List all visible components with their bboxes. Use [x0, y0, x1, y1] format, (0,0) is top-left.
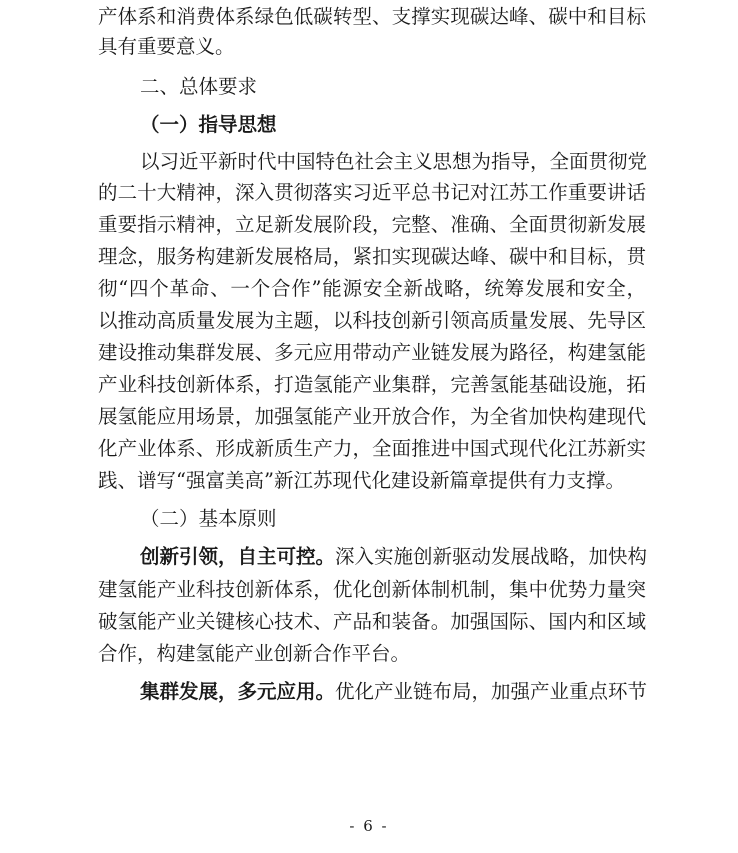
paragraph-line: 践、谱写“强富美高”新江苏现代化建设新篇章提供有力支撑。 [98, 469, 625, 492]
paragraph-line: 产体系和消费体系绿色低碳转型、支撑实现碳达峰、碳中和目标 [98, 5, 646, 28]
paragraph-lead: 集群发展，多元应用。 [140, 680, 336, 703]
subsection-heading: （一）指导思想 [140, 113, 277, 136]
page-number: - 6 - [349, 817, 389, 835]
paragraph-line [140, 677, 646, 707]
paragraph-line: 具有重要意义。 [98, 35, 235, 58]
paragraph-line: 彻“四个革命、一个合作”能源安全新战略，统筹发展和安全， [98, 277, 646, 300]
paragraph-lead: 创新引领，自主可控。 [140, 545, 336, 568]
subsection-heading: （二）基本原则 [140, 507, 277, 530]
paragraph-line: 产业科技创新体系，打造氢能产业集群，完善氢能基础设施，拓 [98, 373, 646, 396]
paragraph-text: 深入实施创新驱动发展战略，加快构 [335, 545, 648, 568]
paragraph-line: 以推动高质量发展为主题，以科技创新引领高质量发展、先导区 [98, 309, 646, 332]
paragraph-line: 建氢能产业科技创新体系，优化创新体制机制，集中优势力量突 [98, 578, 646, 601]
paragraph-line: 的二十大精神，深入贯彻落实习近平总书记对江苏工作重要讲话 [98, 181, 646, 204]
paragraph-line [140, 542, 646, 572]
paragraph-text: 优化产业链布局，加强产业重点环节 [335, 680, 648, 703]
paragraph-line: 合作，构建氢能产业创新合作平台。 [98, 642, 411, 665]
paragraph-line: 破氢能产业关键核心技术、产品和装备。加强国际、国内和区域 [98, 610, 646, 633]
paragraph-line: 展氢能应用场景，加强氢能产业开放合作，为全省加快构建现代 [98, 405, 646, 428]
paragraph-line: 建设推动集群发展、多元应用带动产业链发展为路径，构建氢能 [98, 341, 646, 364]
paragraph-line: 重要指示精神，立足新发展阶段，完整、准确、全面贯彻新发展 [98, 213, 646, 236]
paragraph-line: 以习近平新时代中国特色社会主义思想为指导，全面贯彻党 [140, 150, 648, 173]
paragraph-line: 理念，服务构建新发展格局，紧扣实现碳达峰、碳中和目标，贯 [98, 245, 646, 268]
section-heading: 二、总体要求 [140, 75, 258, 98]
paragraph-line: 化产业体系、形成新质生产力，全面推进中国式现代化江苏新实 [98, 437, 646, 460]
